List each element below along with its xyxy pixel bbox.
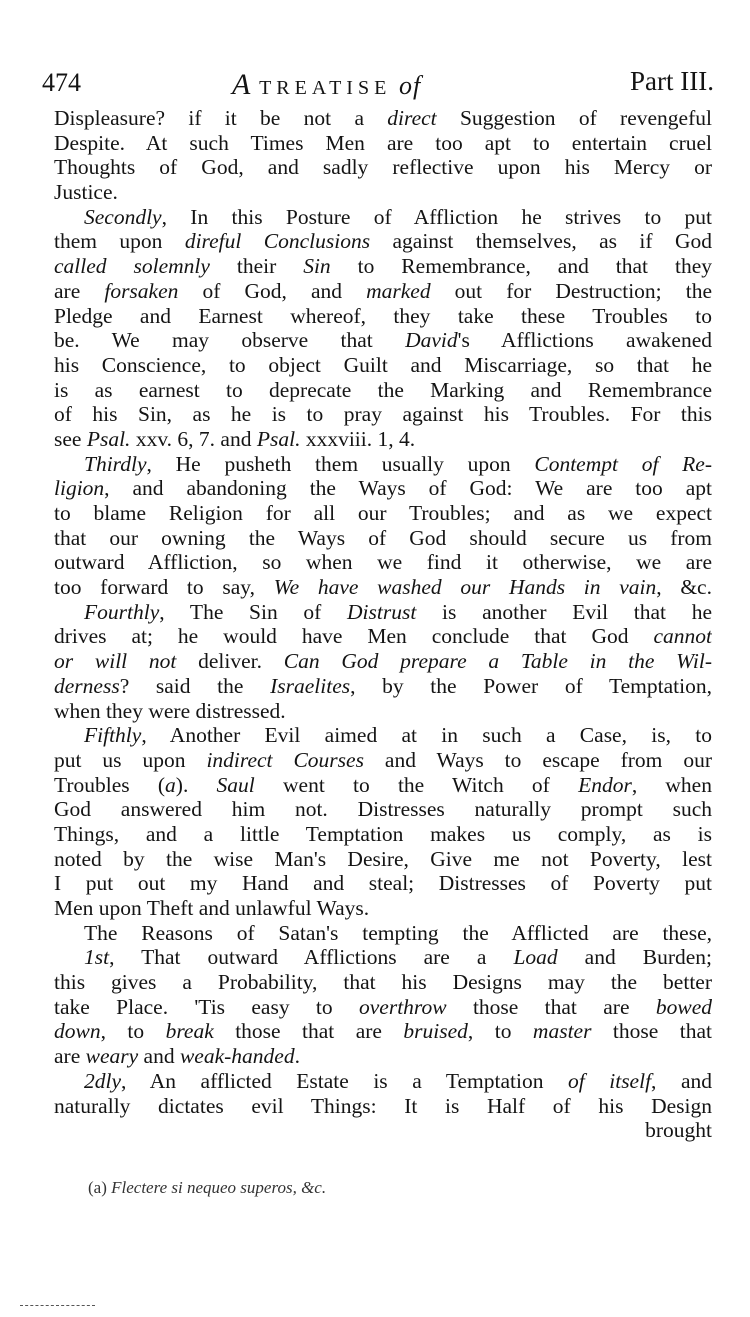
text-segment: and Ways to escape from our	[363, 747, 712, 772]
italic-text: Contempt of Re-	[534, 451, 712, 476]
text-line	[54, 427, 712, 452]
italic-text: weary	[85, 1044, 139, 1069]
italic-text: break	[165, 1019, 214, 1044]
text-line	[54, 699, 712, 724]
running-header	[42, 66, 714, 101]
italic-text: 1st	[84, 945, 110, 970]
text-segment: I put out my Hand and steal; Distresses of Poverty put	[54, 871, 712, 896]
text-line	[54, 526, 712, 551]
italic-text: down	[54, 1019, 101, 1044]
text-line	[54, 723, 712, 748]
text-segment: , Another Evil aimed at in such a Case, is, to	[141, 723, 712, 748]
text-segment: see	[54, 426, 87, 451]
text-segment: , by the Power of Temptation,	[350, 673, 712, 698]
italic-text: forsaken	[104, 278, 179, 303]
italic-text: overthrow	[359, 994, 447, 1019]
italic-text: bruised	[403, 1019, 468, 1044]
italic-text: Secondly	[84, 204, 162, 229]
text-segment: , The Sin of	[159, 599, 348, 624]
text-line	[54, 205, 712, 230]
italic-text: indirect Courses	[206, 747, 364, 772]
italic-text: Saul	[216, 772, 255, 797]
text-segment: , and abandoning the Ways of God: We are too apt	[104, 476, 712, 501]
text-segment: , An afflicted Estate is a Temptation	[121, 1068, 568, 1093]
text-line	[54, 501, 712, 526]
text-segment: , &c.	[656, 575, 712, 600]
text-segment: Justice.	[54, 180, 118, 205]
text-line	[54, 773, 712, 798]
text-line	[54, 674, 712, 699]
text-line	[54, 797, 712, 822]
text-line	[54, 328, 712, 353]
text-segment: , That outward Afflictions are a	[109, 945, 514, 970]
text-segment: that our owning the Ways of God should secure us from	[54, 525, 712, 550]
text-segment: , when	[631, 772, 712, 797]
text-line	[54, 353, 712, 378]
italic-text: Load	[513, 945, 558, 970]
text-segment: when they were distressed.	[54, 698, 286, 723]
text-segment: be. We may observe that	[54, 328, 406, 353]
italic-text: bowed	[655, 994, 712, 1019]
text-line	[54, 896, 712, 921]
text-segment: this gives a Probability, that his Designs may the better	[54, 970, 712, 995]
text-line	[54, 1019, 712, 1044]
text-segment: Suggestion of revengeful	[436, 106, 712, 130]
text-line	[54, 106, 712, 131]
text-line	[54, 155, 712, 180]
text-segment: those that	[591, 1019, 712, 1044]
text-segment: Thoughts of God, and sadly reflective upon his Mercy or	[54, 155, 712, 180]
text-line	[54, 304, 712, 329]
text-segment: and	[138, 1044, 180, 1069]
text-line	[54, 748, 712, 773]
italic-text: Thirdly	[84, 451, 147, 476]
text-line	[54, 600, 712, 625]
text-segment: Despite. At such Times Men are too apt to entertain cruel	[54, 130, 712, 155]
text-line	[54, 624, 712, 649]
text-line	[54, 279, 712, 304]
text-segment: , to	[100, 1019, 166, 1044]
italic-text: called solemnly	[54, 254, 210, 279]
title-word: TREATISE	[259, 77, 392, 99]
text-segment: noted by the wise Man's Desire, Give me not Poverty, lest	[54, 846, 712, 871]
title-of: of	[399, 71, 422, 100]
bottom-rule-mark	[20, 1305, 95, 1306]
italic-text: Sin	[303, 254, 331, 279]
text-segment: are	[54, 278, 105, 303]
text-line	[54, 402, 712, 427]
italic-text: Endor	[578, 772, 632, 797]
text-segment: of God, and	[178, 278, 367, 303]
text-segment: Men upon Theft and unlawful Ways.	[54, 896, 370, 920]
text-segment: God answered him not. Distresses naturally prompt such	[54, 797, 712, 822]
text-segment: Troubles (	[54, 772, 166, 797]
text-segment: outward Affliction, so when we find it otherwise, we are	[54, 550, 712, 575]
italic-text: a	[165, 772, 176, 797]
italic-text: Israelites	[270, 673, 351, 698]
text-segment: out for Destruction; the	[430, 278, 712, 303]
text-line	[54, 229, 712, 254]
text-segment: Displeasure? if it be not a	[54, 106, 388, 130]
text-segment: , to	[467, 1019, 533, 1044]
text-segment: too forward to say,	[54, 575, 274, 600]
text-segment: against themselves, as if God	[370, 229, 712, 254]
text-segment: are	[54, 1044, 86, 1069]
text-line	[54, 822, 712, 847]
text-segment: is as earnest to deprecate the Marking and Remembrance	[54, 377, 712, 402]
text-line	[54, 921, 712, 946]
italic-text: or will not	[54, 649, 177, 674]
italic-text: of itself	[568, 1068, 652, 1093]
italic-text: Fifthly	[84, 723, 142, 748]
text-segment: to blame Religion for all our Troubles; and as we expect	[54, 501, 712, 525]
text-segment: put us upon	[54, 747, 207, 772]
italic-text: Can God prepare a Table in the Wil-	[283, 649, 712, 674]
text-segment: to Remembrance, and that they	[330, 254, 712, 279]
text-segment: Things, and a little Temptation makes us comply, as is	[54, 821, 712, 846]
text-segment: ? said the	[119, 673, 271, 698]
text-line	[54, 995, 712, 1020]
catchword	[54, 1118, 712, 1143]
page-number: 474	[42, 68, 81, 97]
text-line	[54, 945, 712, 970]
text-line	[54, 871, 712, 896]
text-line	[54, 649, 712, 674]
italic-text: We have washed our Hands in vain	[273, 575, 657, 600]
text-line	[54, 847, 712, 872]
italic-text: David	[405, 328, 458, 353]
text-segment: naturally dictates evil Things: It is Half of his Design	[54, 1093, 712, 1118]
italic-text: derness	[54, 673, 120, 698]
text-line	[54, 452, 712, 477]
italic-text: master	[532, 1019, 592, 1044]
text-segment: , In this Posture of Affliction he strives to put	[161, 204, 712, 229]
text-line	[54, 476, 712, 501]
italic-text: marked	[366, 278, 431, 303]
italic-text: Psal.	[256, 426, 301, 451]
italic-text: cannot	[653, 624, 712, 649]
text-segment: went to the Witch of	[254, 772, 579, 797]
text-segment: of his Sin, as he is to pray against his Troubles. For this	[54, 402, 712, 427]
footnote	[88, 1178, 326, 1198]
text-segment: drives at; he would have Men conclude that God	[54, 624, 654, 649]
text-segment: those that are	[446, 994, 656, 1019]
text-segment: xxxviii. 1, 4.	[300, 426, 416, 451]
text-segment: , He pusheth them usually upon	[146, 451, 535, 476]
text-segment: brought	[645, 1118, 712, 1143]
page-body-text	[54, 106, 712, 1143]
text-segment: , and	[651, 1068, 712, 1093]
italic-text: Psal.	[86, 426, 131, 451]
text-segment: those that are	[213, 1019, 404, 1044]
text-line	[54, 970, 712, 995]
italic-text: weak-handed	[179, 1044, 295, 1069]
italic-text: direful Conclusions	[184, 229, 371, 254]
title-initial: A	[232, 68, 252, 101]
text-segment: The Reasons of Satan's tempting the Afflicted are these,	[84, 920, 712, 945]
text-segment: is another Evil that he	[416, 599, 712, 624]
text-line	[54, 1044, 712, 1069]
text-line	[54, 1094, 712, 1119]
italic-text: ligion	[54, 476, 105, 501]
italic-text: 2dly	[84, 1068, 122, 1093]
text-segment: them upon	[54, 229, 185, 254]
text-line	[54, 378, 712, 403]
part-label: Part III.	[630, 66, 714, 96]
italic-text: direct	[387, 106, 437, 130]
text-segment: take Place. 'Tis easy to	[54, 994, 359, 1019]
text-segment: his Conscience, to object Guilt and Miscarriage, so that he	[54, 352, 712, 377]
italic-text: Distrust	[347, 599, 417, 624]
italic-text: Fourthly	[84, 599, 160, 624]
text-segment: and Burden;	[557, 945, 712, 970]
footnote-text: Flectere si nequeo superos, &c.	[111, 1178, 327, 1197]
text-segment: ).	[175, 772, 217, 797]
text-segment: their	[209, 254, 304, 279]
text-segment: .	[294, 1044, 300, 1069]
text-line	[54, 131, 712, 156]
text-line	[54, 575, 712, 600]
text-segment: xxv. 6, 7. and	[130, 426, 257, 451]
text-segment: Pledge and Earnest whereof, they take these Troubles to	[54, 303, 712, 328]
text-line	[54, 550, 712, 575]
text-segment: deliver.	[176, 649, 284, 674]
text-line	[54, 180, 712, 205]
footnote-marker: (a)	[88, 1178, 107, 1197]
running-title	[232, 68, 421, 102]
text-line	[54, 1069, 712, 1094]
text-line	[54, 254, 712, 279]
text-segment: 's Afflictions awakened	[457, 328, 712, 353]
